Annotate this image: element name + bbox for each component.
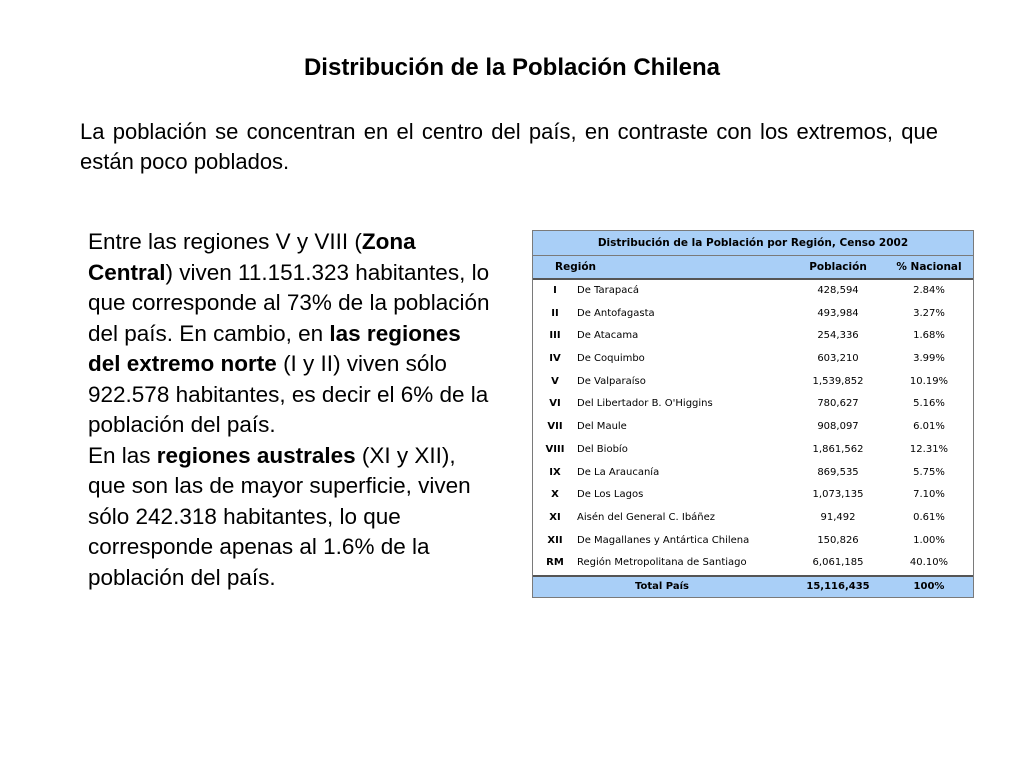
table-title: Distribución de la Población por Región, Censo 2002 (533, 231, 973, 256)
total-population: 15,116,435 (806, 580, 870, 592)
region-name: De Atacama (577, 330, 639, 342)
table-row (533, 439, 973, 462)
bold-extremo-norte: las regiones del extremo norte (88, 320, 461, 376)
table-row (533, 371, 973, 394)
header-population: Población (809, 261, 867, 273)
region-code: VIII (545, 443, 565, 455)
region-name: De Tarapacá (577, 285, 639, 296)
table-row (533, 280, 973, 303)
region-code: VII (547, 421, 563, 433)
region-name: De Valparaíso (577, 375, 646, 387)
region-population: 428,594 (817, 285, 859, 296)
region-name: Del Maule (577, 421, 627, 433)
paragraph-regiones-australes: En las regiones australes (XI y XII), que son las de mayor superficie, viven sólo 242.318 habitantes, lo que corresponde apenas al 1.6% de la población del país. (88, 442, 471, 590)
region-code: RM (546, 557, 564, 569)
region-population: 493,984 (817, 307, 859, 319)
header-region: Región (555, 261, 597, 273)
region-code: X (551, 489, 559, 501)
region-population: 603,210 (817, 353, 859, 365)
page-title: Distribución de la Población Chilena (303, 54, 721, 81)
region-population: 254,336 (817, 330, 859, 342)
table-row (533, 348, 973, 371)
region-code: XII (547, 534, 563, 546)
region-population: 780,627 (817, 398, 859, 410)
bold-zona-central: Zona Central (88, 229, 416, 285)
region-population: 150,826 (817, 534, 859, 546)
total-label: Total País (635, 580, 689, 592)
region-code: I (553, 285, 557, 296)
region-percent: 3.27% (913, 307, 945, 319)
region-code: II (551, 307, 559, 319)
region-name: Aisén del General C. Ibáñez (577, 511, 716, 523)
table-row (533, 552, 973, 575)
region-percent: 5.75% (913, 466, 945, 478)
region-code: XI (549, 511, 561, 523)
region-population: 869,535 (817, 466, 859, 478)
region-percent: 1.68% (913, 330, 945, 342)
region-name: De Antofagasta (577, 307, 655, 319)
intro-paragraph: La población se concentran en el centro del país, en contraste con los extremos, que están poco poblados. (80, 119, 938, 174)
region-percent: 3.99% (913, 353, 945, 365)
body-text (88, 227, 498, 593)
region-name: Región Metropolitana de Santiago (577, 557, 747, 569)
region-name: De Los Lagos (577, 489, 644, 501)
region-code: V (551, 375, 559, 387)
region-percent: 12.31% (909, 443, 949, 455)
region-population: 1,073,135 (812, 489, 864, 501)
region-code: VI (549, 398, 561, 410)
region-code: IX (549, 466, 561, 478)
region-percent: 5.16% (913, 398, 945, 410)
total-percent: 100% (913, 580, 945, 592)
table-row (533, 303, 973, 326)
table-row (533, 484, 973, 507)
region-name: Del Biobío (577, 443, 628, 455)
region-population: 91,492 (820, 511, 856, 523)
region-percent: 0.61% (913, 511, 945, 523)
paragraph-zona-central: Entre las regiones V y VIII (Zona Central) viven 11.151.323 habitantes, lo que corresponde al 73% de la población del país. En cambio, en las regiones del extremo norte (I y II) viven sólo 922.578 habitantes, es decir el 6% de la población del país. (88, 229, 490, 437)
region-percent: 2.84% (913, 285, 945, 296)
region-percent: 7.10% (913, 489, 945, 501)
region-percent: 6.01% (913, 421, 945, 433)
table-row (533, 393, 973, 416)
bold-regiones-australes: regiones australes (156, 442, 356, 468)
region-name: De Magallanes y Antártica Chilena (577, 534, 750, 546)
region-percent: 10.19% (909, 375, 949, 387)
table-header-row (533, 256, 973, 280)
table-row (533, 507, 973, 530)
header-percent: % Nacional (896, 261, 962, 273)
table-row (533, 325, 973, 348)
region-name: De La Araucanía (577, 466, 660, 478)
region-code: III (549, 330, 561, 342)
population-table (532, 230, 974, 598)
region-name: De Coquimbo (577, 353, 645, 365)
region-population: 1,539,852 (812, 375, 864, 387)
region-population: 1,861,562 (812, 443, 864, 455)
region-percent: 40.10% (909, 557, 949, 569)
region-population: 6,061,185 (812, 557, 864, 569)
region-code: IV (549, 353, 561, 365)
table-body (533, 280, 973, 575)
table-row (533, 530, 973, 553)
region-population: 908,097 (817, 421, 859, 433)
region-percent: 1.00% (913, 534, 945, 546)
region-name: Del Libertador B. O'Higgins (577, 398, 713, 410)
table-row (533, 416, 973, 439)
table-row (533, 462, 973, 485)
table-total-row (533, 575, 973, 597)
